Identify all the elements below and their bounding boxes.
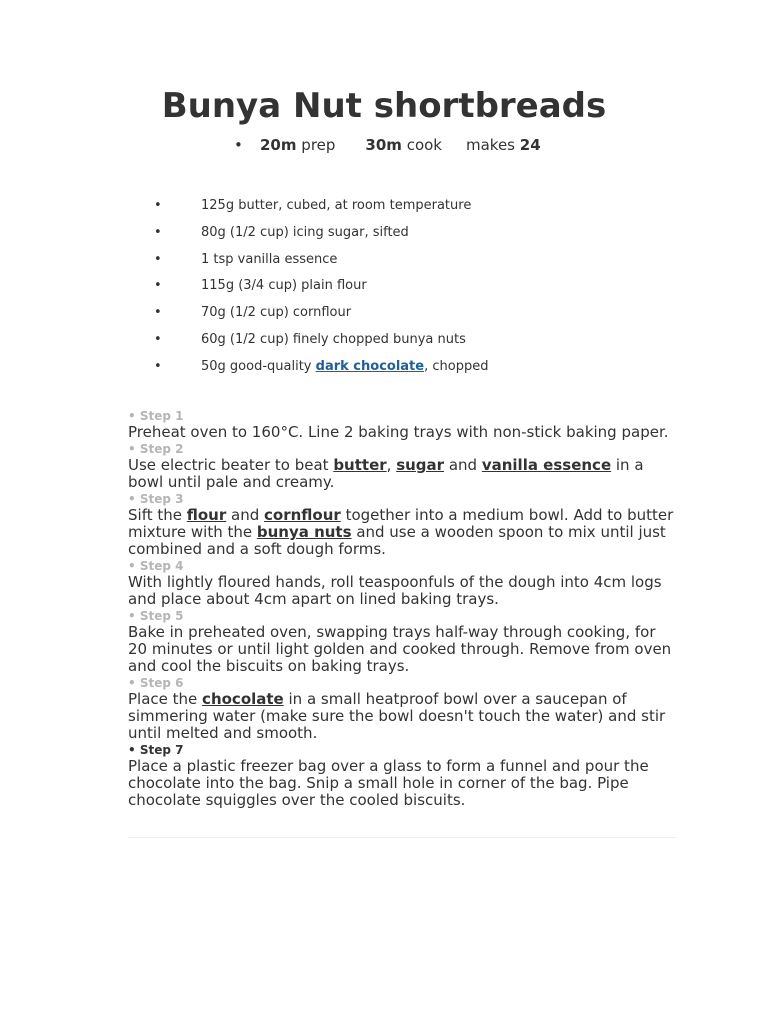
step-text-part: With lightly floured hands, roll teaspoonfuls of the dough into 4cm logs and place about 4cm apart on lined baking trays.: [128, 573, 662, 608]
step-number: Step 3: [139, 492, 184, 506]
step-bullet: •: [128, 743, 136, 757]
ingredient-text: 115g (3/4 cup) plain flour: [201, 278, 367, 294]
ingredient-text: 60g (1/2 cup) finely chopped bunya nuts: [201, 331, 466, 347]
recipe-title: Bunya Nut shortbreads: [161, 86, 607, 126]
step-bullet: •: [128, 492, 136, 506]
step-bullet: •: [128, 442, 136, 456]
step-text-part: and use a wooden spoon to mix until just combined and a soft dough forms.: [128, 523, 666, 558]
prep-time-label: prep: [301, 136, 336, 154]
step-label: [128, 408, 676, 424]
ingredient-bullet: •: [154, 224, 162, 240]
step-text-part: Place the: [128, 690, 203, 708]
step-number: Step 5: [139, 609, 184, 623]
ingredient-item: [0, 330, 768, 357]
step-bullet: •: [128, 609, 136, 623]
step-text: [128, 424, 676, 441]
step-bullet: •: [128, 676, 136, 690]
ingredient-link-vanilla-essence[interactable]: vanilla essence: [481, 456, 612, 474]
ingredient-bullet: •: [154, 198, 162, 213]
ingredient-item: [0, 250, 768, 277]
step-text: [128, 457, 676, 491]
method-steps: [128, 408, 676, 809]
step-text-part: Preheat oven to 160°C. Line 2 baking trays with non-stick baking paper.: [128, 423, 669, 441]
cook-time-label: cook: [406, 136, 442, 154]
makes-label: makes: [466, 136, 515, 154]
ingredient-item: [0, 196, 768, 223]
cook-time-value: 30m: [365, 136, 402, 154]
step-number: Step 6: [139, 676, 184, 690]
ingredient-text: 70g (1/2 cup) cornflour: [201, 305, 352, 321]
step-label: [128, 491, 676, 507]
step-text-part: and: [226, 506, 265, 524]
ingredient-item: [0, 223, 768, 250]
ingredient-link-sugar[interactable]: sugar: [396, 456, 445, 474]
ingredient-text-after: , chopped: [424, 358, 489, 374]
ingredient-bullet: •: [154, 251, 162, 267]
step-label: [128, 608, 676, 624]
ingredient-item: [0, 276, 768, 303]
step-number: Step 7: [139, 743, 184, 757]
step-text-part: in a bowl until pale and creamy.: [128, 456, 644, 491]
ingredient-bullet: •: [154, 305, 162, 321]
ingredients-list: [0, 196, 768, 384]
ingredient-item: [0, 303, 768, 330]
recipe-meta: [234, 135, 541, 155]
ingredient-link-cornflour[interactable]: cornflour: [264, 506, 341, 524]
step-label-active: [128, 742, 676, 758]
step-label: [128, 441, 676, 457]
step-text-part: Sift the: [128, 506, 187, 524]
step-bullet: •: [128, 559, 136, 573]
ingredient-text: 80g (1/2 cup) icing sugar, sifted: [201, 224, 409, 240]
ingredient-text: 125g butter, cubed, at room temperature: [201, 198, 472, 213]
divider: [128, 837, 676, 838]
dark-chocolate-link[interactable]: dark chocolate: [315, 358, 425, 374]
step-label: [128, 675, 676, 691]
ingredient-text-before: 50g good-quality: [201, 358, 316, 374]
ingredient-link-bunya-nuts[interactable]: bunya nuts: [256, 523, 352, 541]
step-text: [128, 574, 676, 608]
step-text: [128, 624, 676, 675]
step-bullet: •: [128, 409, 136, 423]
prep-time-value: 20m: [260, 136, 297, 154]
ingredient-bullet: •: [154, 278, 162, 294]
step-text-part: and: [444, 456, 482, 474]
step-number: Step 1: [139, 409, 184, 423]
step-text-part: in a small heatproof bowl over a saucepan of simmering water (make sure the bowl doesn't touch the water) and stir until melted and smooth.: [128, 690, 666, 742]
meta-bullet: •: [234, 136, 243, 154]
step-text: [128, 691, 676, 742]
step-label: [128, 558, 676, 574]
step-text-part: Use electric beater to beat: [128, 456, 334, 474]
step-text: [128, 507, 676, 558]
step-text-part: ,: [386, 456, 397, 474]
step-text: [128, 758, 676, 809]
ingredient-link-chocolate[interactable]: chocolate: [202, 690, 284, 708]
ingredient-bullet: •: [154, 358, 162, 374]
step-text-part: together into a medium bowl. Add to butter mixture with the: [128, 506, 674, 541]
ingredient-bullet: •: [154, 331, 162, 347]
step-number: Step 2: [139, 442, 184, 456]
makes-value: 24: [519, 136, 541, 154]
ingredient-text: [201, 357, 488, 377]
step-text-part: Bake in preheated oven, swapping trays half-way through cooking, for 20 minutes or until light golden and cooked through. Remove from oven and cool the biscuits on baking trays.: [128, 623, 672, 675]
ingredient-link-butter[interactable]: butter: [333, 456, 387, 474]
ingredient-text: 1 tsp vanilla essence: [201, 251, 338, 267]
ingredient-link-flour[interactable]: flour: [186, 506, 227, 524]
step-number: Step 4: [139, 559, 184, 573]
ingredient-item: [0, 357, 768, 384]
step-text-part: Place a plastic freezer bag over a glass to form a funnel and pour the chocolate into the bag. Snip a small hole in corner of the bag. Pipe chocolate squiggles over the cooled biscuits.: [128, 757, 649, 809]
